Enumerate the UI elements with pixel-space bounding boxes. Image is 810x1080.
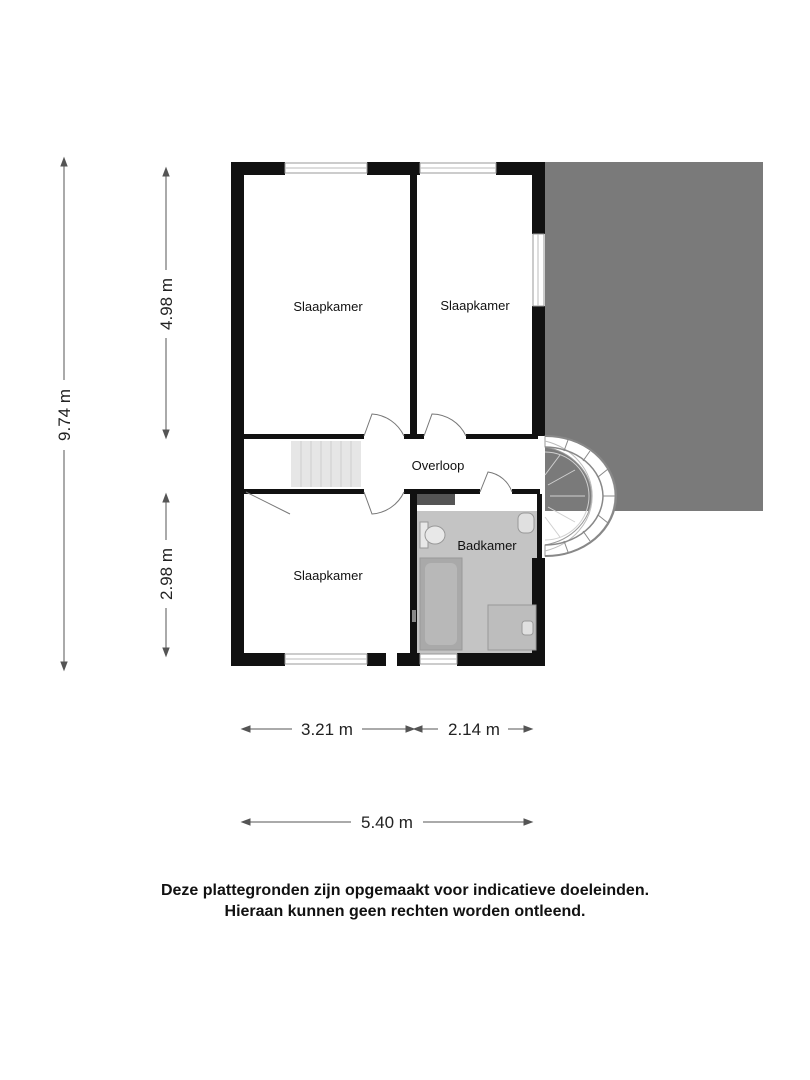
dim-label-total-height: 9.74 m bbox=[55, 389, 74, 441]
dim-label-upper-height: 4.98 m bbox=[157, 278, 176, 330]
room-label-bathroom: Badkamer bbox=[457, 538, 517, 553]
dim-label-lower-height: 2.98 m bbox=[157, 548, 176, 600]
room-label-bedroom-top-right: Slaapkamer bbox=[440, 298, 510, 313]
dim-label-total-width: 5.40 m bbox=[361, 813, 413, 832]
room-label-bedroom-top-left: Slaapkamer bbox=[293, 299, 363, 314]
dim-label-width-left: 3.21 m bbox=[301, 720, 353, 739]
dim-label-width-right: 2.14 m bbox=[448, 720, 500, 739]
straight-stair bbox=[291, 441, 361, 487]
disclaimer bbox=[0, 880, 810, 922]
room-label-landing: Overloop bbox=[411, 458, 465, 473]
disclaimer-line-1: Deze plattegronden zijn opgemaakt voor indicatieve doeleinden. bbox=[160, 882, 650, 899]
disclaimer-line-2: Hieraan kunnen geen rechten worden ontleend. bbox=[224, 903, 586, 920]
room-label-bedroom-bottom: Slaapkamer bbox=[293, 568, 363, 583]
door-swings bbox=[246, 414, 512, 514]
